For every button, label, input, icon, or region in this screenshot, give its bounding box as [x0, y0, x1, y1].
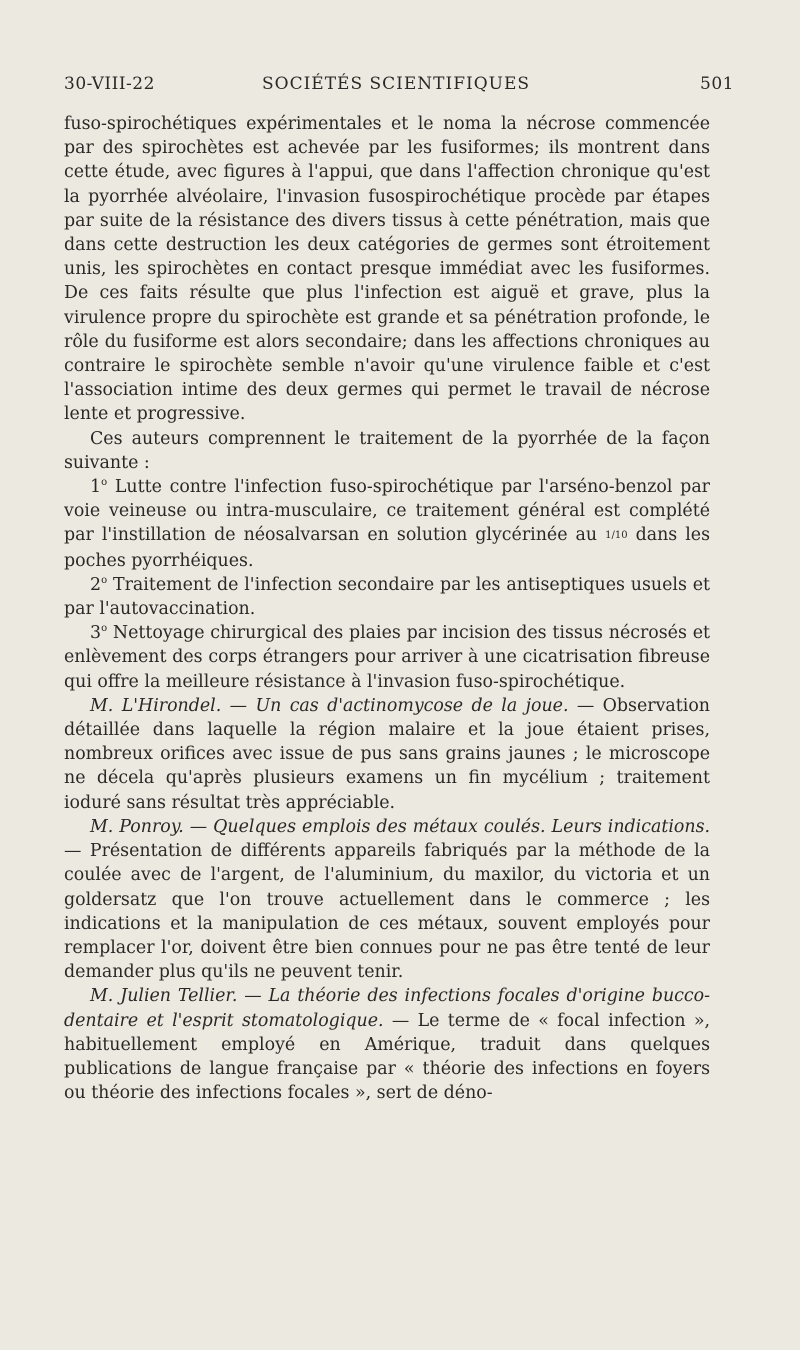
header-title: SOCIÉTÉS SCIENTIFIQUES: [262, 74, 531, 94]
author-name: M. L'Hirondel.: [90, 695, 222, 716]
item-text: Nettoyage chirurgical des plaies par incision des tissus nécrosés et enlèvement des corps étrangers pour arriver à une cicatrisation fibreuse qui offre la meilleure résistance à l'invasion fuso-spirochétique.: [64, 623, 710, 692]
paragraph-1: fuso-spirochétiques expérimentales et le noma la nécrose commencée par des spirochètes est achevée par les fusiformes; ils montrent dans cette étude, avec figures à l'appui, que dans l'affection chronique qu'est la pyorrhée alvéolaire, l'invasion fusospirochétique procède par étapes par suite de la résistance des divers tissus à cette pénétration, mais que dans cette destruction les deux catégories de germes sont étroitement unis, les spirochètes en contact presque immédiat avec les fusiformes. De ces faits résulte que plus l'infection est aiguë et grave, plus la virulence propre du spirochète est grande et sa pénétration profonde, le rôle du fusiforme est alors secondaire; dans les affections chroniques au contraire le spirochète semble n'avoir qu'une virulence faible et c'est l'association intime des deux germes qui permet le travail de nécrose lente et progressive.: [64, 114, 710, 425]
paragraph-2: Ces auteurs comprennent le traitement de la pyorrhée de la façon suivante :: [64, 428, 710, 473]
talk-summary: — Le terme de « focal infection », habituellement employé en Amérique, traduit dans quelques publications de langue française par « théorie des infections en foyers ou théorie des infections focales », sert de déno-: [64, 1010, 711, 1104]
paragraph-ponroy: [64, 815, 710, 984]
author-name: M. Julien Tellier.: [90, 986, 238, 1007]
item-number: 1: [90, 477, 102, 498]
list-item-2: [64, 573, 710, 621]
list-item-3: [64, 621, 710, 694]
list-item-1: [64, 475, 710, 573]
header-date: 30-VIII-22: [64, 74, 155, 94]
talk-summary: — Observation détaillée dans laquelle la région malaire et la joue étaient prises, nombreux orifices avec issue de pus sans grains jaunes ; le microscope ne décela qu'après plusieurs examens un fin mycélium ; traitement ioduré sans résultat très appréciable.: [64, 695, 710, 813]
talk-summary: — Présentation de différents appareils fabriqués par la méthode de la coulée avec de l'argent, de l'aluminium, du maxilor, du victoria et un goldersatz que l'on trouve actuellement dans le commerce ; les indications et la manipulation de ces métaux, souvent employés pour remplacer l'or, doivent être bien connues pour ne pas être tenté de leur demander plus qu'ils ne peuvent tenir.: [64, 841, 710, 983]
talk-title: — Un cas d'actinomycose de la joue.: [229, 695, 569, 716]
item-text: Traitement de l'infection secondaire par les antiseptiques usuels et par l'autovaccination.: [64, 574, 711, 620]
paragraph-lhirondel: [64, 694, 710, 815]
item-number-sup: o: [101, 477, 108, 489]
item-number-sup: o: [101, 623, 108, 635]
talk-title: — La théorie des infections focales d'origine bucco-dentaire et l'esprit stomatologique.: [64, 986, 710, 1031]
paragraph-tellier: [64, 984, 710, 1105]
fraction: 1/10: [605, 530, 628, 542]
item-number-sup: o: [101, 575, 108, 587]
running-header: [64, 74, 734, 100]
page-number: 501: [700, 74, 734, 94]
item-text: Lutte contre l'infection fuso-spirochétique par l'arséno-benzol par voie veineuse ou intra-musculaire, ce traitement général est complété par l'instillation de néosalvarsan en solution glycérinée au: [64, 477, 710, 546]
item-number: 3: [90, 623, 102, 644]
body-text: [64, 112, 710, 1105]
author-name: M. Ponroy.: [90, 816, 184, 837]
item-text-cont: dans les poches pyorrhéiques.: [64, 525, 710, 571]
item-number: 2: [90, 574, 102, 595]
talk-title: — Quelques emplois des métaux coulés. Leurs indications.: [189, 816, 711, 837]
